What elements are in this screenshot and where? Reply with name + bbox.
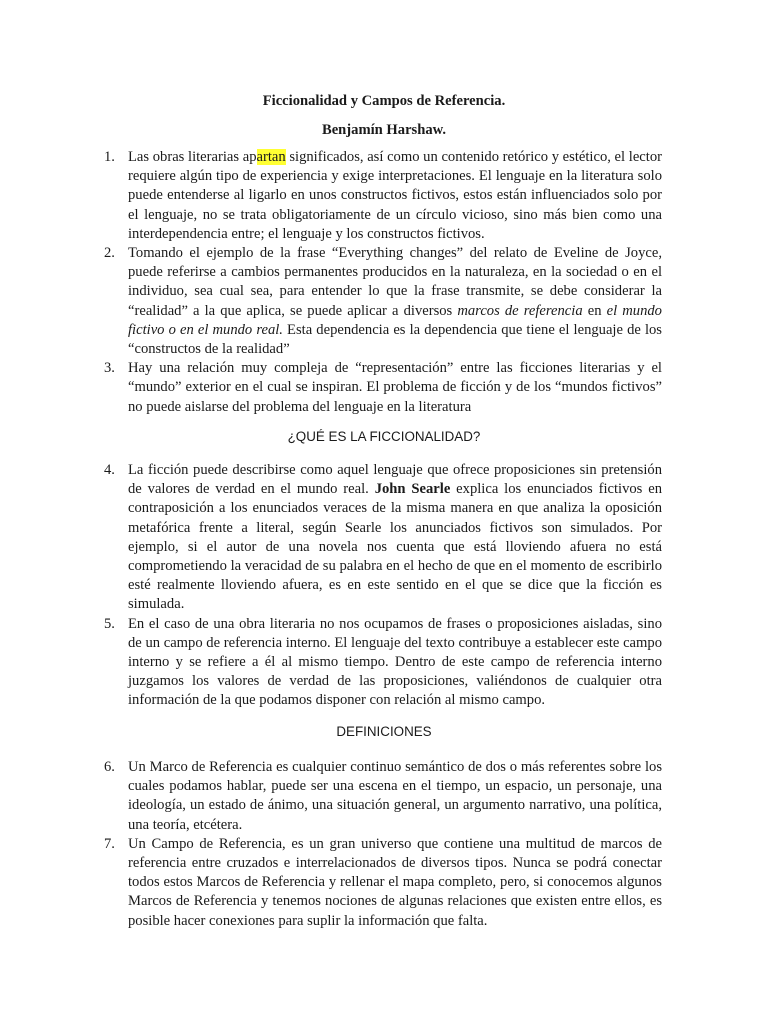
italic-text: marcos de referencia (457, 302, 583, 319)
item-text: Hay una relación muy compleja de “representación” entre las ficciones literarias y el “mundo” exterior en el cual se inspiran. El problema de ficción y de los “mundos fictivos” no puede aislarse del problema del lenguaje en la literatura (128, 360, 662, 415)
item-text: Las obras literarias ap (128, 149, 257, 165)
section-heading: ¿QUÉ ES LA FICCIONALIDAD? (287, 429, 481, 444)
item-number: 6. (104, 759, 115, 775)
list-item (104, 359, 662, 417)
item-text: en (582, 302, 607, 319)
item-number: 4. (104, 462, 115, 478)
item-text: La ficción puede describirse como aquel lenguaje que ofrece proposiciones sin pretensión de valores de verdad en el mundo real. (128, 462, 662, 498)
numbered-list (104, 758, 662, 931)
list-item (104, 758, 662, 835)
item-number: 2. (104, 245, 115, 262)
item-number: 1. (104, 149, 115, 165)
item-text: explica los enunciados fictivos en contraposición a los enunciados veraces de la misma manera en que analiza la oposición metafórica frente a literal, según Searle los anunciados fictivos son simulados. Por ejemplo, si el autor de una novela nos cuenta que está lloviendo afuera no está comprometiendo la veracidad de su palabra en el hecho de que en el momento de escribirlo esté realmente lloviendo afuera, es en este sentido en el que se dice que la ficción es simulada. (128, 481, 662, 613)
list-item (104, 461, 662, 615)
item-number: 7. (104, 835, 115, 852)
list-item (104, 835, 662, 931)
bold-text: John Searle (374, 481, 451, 498)
item-number: 3. (104, 360, 115, 377)
document-author: Benjamín Harshaw. (321, 122, 447, 138)
item-text: Esta dependencia es la dependencia que tiene el lenguaje de los “constructos de la realidad” (128, 321, 662, 358)
section-heading: DEFINICIONES (336, 724, 432, 739)
list-item (104, 244, 662, 359)
item-text: significados, así como un contenido retórico y estético, el lector requiere algún tipo de experiencia y exige interpretaciones. El lenguaje en la literatura solo puede entenderse al ligarlo en unos constructos fictivos, estos están influenciados solo por el lenguaje, no se trata obligatoriamente de un círculo vicioso, sino más bien como una interdependencia entre; el lenguaje y los constructos fictivos. (128, 149, 662, 242)
item-text: Un Marco de Referencia es cualquier continuo semántico de dos o más referentes sobre los cuales podamos hablar, puede ser una escena en el tiempo, un espacio, un personaje, una ideología, un estado de ánimo, una situación general, un argumento narrativo, una política, una teoría, etcétera. (128, 759, 662, 833)
item-text: Tomando el ejemplo de la frase “Everything changes” del relato de Eveline de Joyce, puede referirse a cambios permanentes producidos en la naturaleza, en la sociedad o en el individuo, sea cual sea, para entender lo que la frase transmite, se debe considerar la “realidad” a la que aplica, se puede aplicar a diversos (128, 245, 662, 319)
item-text: En el caso de una obra literaria no nos ocupamos de frases o proposiciones aisladas, sino de un campo de referencia interno. El lenguaje del texto contribuye a establecer este campo interno y se refiere a él al mismo tiempo. Dentro de este campo de referencia interno juzgamos los valores de verdad de las proposiciones, valiéndonos de cualquier otra información de la que podamos disponer con relación al mismo campo. (128, 615, 662, 709)
list-item (104, 615, 662, 711)
numbered-list (104, 461, 662, 711)
numbered-list (104, 148, 662, 417)
item-number: 5. (104, 615, 115, 632)
item-text: Un Campo de Referencia, es un gran universo que contiene una multitud de marcos de referencia entre cruzados e interrelacionados de diversos tipos. Nunca se podrá conectar todos estos Marcos de Referencia y rellenar el mapa completo, pero, si conocemos algunos Marcos de Referencia y tenemos nociones de algunas relaciones que existen entre ellos, es posible hacer conexiones para suplir la información que falta. (128, 835, 662, 929)
document-title: Ficcionalidad y Campos de Referencia. (262, 93, 506, 109)
highlighted-text: artan (256, 149, 286, 165)
list-item (104, 148, 662, 244)
italic-text: el mundo fictivo o en el mundo real. (128, 302, 662, 338)
